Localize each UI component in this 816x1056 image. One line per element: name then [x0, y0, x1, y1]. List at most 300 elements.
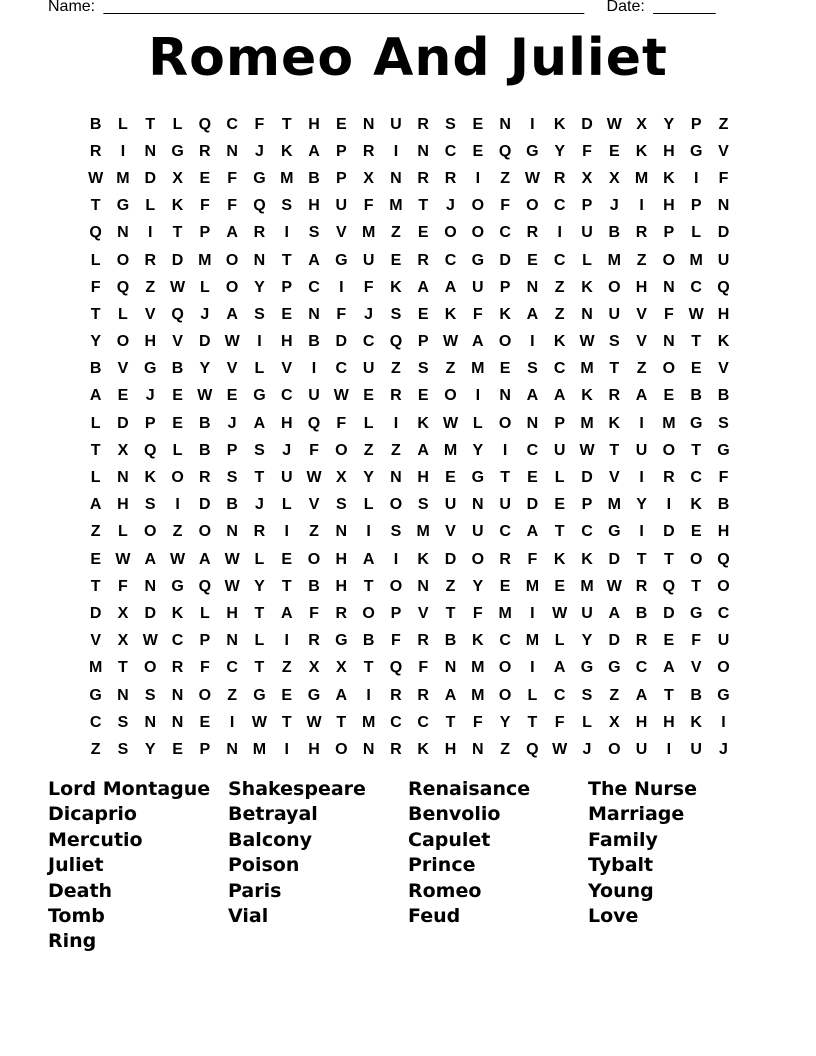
grid-letter: O	[389, 496, 403, 514]
grid-letter: O	[444, 224, 457, 242]
grid-letter: T	[281, 251, 292, 269]
grid-letter: K	[553, 115, 566, 133]
grid-letter: V	[226, 360, 238, 378]
grid-letter: D	[499, 251, 511, 269]
grid-letter: P	[390, 604, 402, 622]
grid-letter: R	[417, 115, 429, 133]
grid-letter: Z	[172, 523, 183, 541]
grid-letter: G	[580, 659, 594, 677]
grid-letter: G	[608, 659, 621, 677]
grid-letter: T	[281, 713, 292, 731]
grid-letter: N	[499, 115, 511, 133]
grid-letter: T	[663, 686, 674, 704]
grid-letter: T	[663, 550, 674, 568]
grid-letter: Z	[500, 169, 510, 187]
grid-letter: G	[689, 414, 703, 432]
grid-letter: R	[417, 686, 429, 704]
grid-letter: L	[472, 414, 483, 432]
grid-row	[82, 709, 742, 736]
grid-letter: B	[690, 686, 702, 704]
grid-letter: D	[717, 224, 730, 242]
grid-row	[82, 410, 742, 437]
grid-letter: M	[525, 632, 540, 650]
grid-letter: O	[144, 523, 157, 541]
grid-letter: L	[254, 360, 265, 378]
grid-letter: V	[636, 333, 647, 351]
grid-letter: Z	[309, 523, 319, 541]
name-blank[interactable]: ______________________________________________________	[103, 0, 585, 15]
grid-letter: U	[608, 305, 621, 323]
grid-letter: C	[581, 523, 593, 541]
grid-letter: R	[444, 169, 457, 187]
grid-letter: W	[606, 115, 622, 133]
grid-letter: M	[580, 360, 594, 378]
grid-letter: G	[89, 686, 102, 704]
grid-letter: O	[307, 550, 321, 568]
grid-letter: N	[144, 577, 157, 595]
grid-letter: L	[363, 496, 374, 514]
grid-letter: T	[281, 577, 292, 595]
word-list-item: Poison	[228, 854, 300, 877]
grid-letter: O	[198, 686, 212, 704]
grid-letter: S	[226, 469, 238, 487]
grid-letter: Q	[717, 550, 730, 568]
grid-letter: Z	[281, 659, 292, 677]
grid-letter: P	[335, 169, 347, 187]
grid-letter: H	[663, 197, 675, 215]
grid-letter: F	[336, 414, 347, 432]
grid-letter: F	[363, 197, 374, 215]
grid-letter: Q	[717, 278, 730, 296]
grid-letter: Z	[391, 360, 401, 378]
grid-letter: W	[169, 278, 186, 296]
grid-letter: Y	[254, 278, 265, 296]
grid-letter: Y	[363, 469, 374, 487]
grid-letter: F	[691, 632, 702, 650]
grid-letter: L	[90, 469, 101, 487]
grid-letter: A	[226, 305, 238, 323]
grid-letter: K	[444, 305, 457, 323]
grid-letter: H	[280, 414, 293, 432]
grid-letter: E	[172, 414, 183, 432]
grid-letter: O	[362, 604, 375, 622]
grid-letter: X	[581, 169, 593, 187]
grid-letter: P	[690, 115, 702, 133]
grid-letter: L	[527, 686, 538, 704]
grid-letter: T	[691, 577, 702, 595]
grid-letter: E	[690, 360, 702, 378]
word-list-item: Dicaprio	[48, 803, 137, 826]
grid-letter: U	[690, 740, 702, 758]
grid-letter: J	[446, 197, 455, 215]
grid-letter: M	[689, 251, 703, 269]
grid-letter: O	[662, 360, 676, 378]
grid-letter: U	[581, 604, 593, 622]
grid-letter: M	[361, 224, 376, 242]
grid-letter: I	[175, 496, 180, 514]
grid-letter: Y	[499, 713, 511, 731]
grid-letter: R	[635, 577, 648, 595]
grid-letter: D	[117, 414, 129, 432]
grid-row	[82, 600, 742, 627]
grid-letter: I	[530, 604, 535, 622]
grid-letter: X	[335, 659, 347, 677]
grid-letter: Y	[144, 740, 156, 758]
grid-letter: S	[390, 523, 402, 541]
grid-letter: C	[553, 686, 566, 704]
grid-letter: J	[609, 197, 619, 215]
grid-letter: F	[718, 169, 729, 187]
grid-letter: B	[608, 224, 621, 242]
grid-letter: N	[390, 169, 402, 187]
grid-letter: U	[717, 251, 730, 269]
grid-letter: B	[171, 360, 184, 378]
grid-letter: O	[144, 659, 157, 677]
grid-letter: T	[609, 441, 620, 459]
grid-letter: V	[718, 360, 729, 378]
grid-letter: Z	[718, 115, 729, 133]
grid-letter: W	[552, 740, 568, 758]
grid-letter: O	[471, 550, 485, 568]
grid-letter: C	[499, 224, 511, 242]
grid-letter: V	[172, 333, 183, 351]
word-list-item: Vial	[228, 904, 269, 927]
grid-letter: H	[308, 740, 320, 758]
grid-letter: O	[662, 251, 676, 269]
grid-letter: K	[690, 713, 702, 731]
grid-letter: X	[308, 659, 320, 677]
word-search-grid	[82, 111, 742, 764]
grid-letter: U	[635, 740, 648, 758]
grid-letter: Q	[89, 224, 102, 242]
grid-letter: E	[199, 713, 211, 731]
grid-letter: T	[554, 523, 565, 541]
grid-letter: L	[554, 469, 565, 487]
grid-letter: P	[499, 278, 511, 296]
grid-row	[82, 165, 742, 192]
grid-letter: I	[639, 414, 644, 432]
grid-letter: R	[390, 686, 402, 704]
grid-letter: N	[117, 224, 129, 242]
grid-letter: M	[471, 360, 485, 378]
grid-letter: H	[335, 577, 348, 595]
grid-letter: M	[443, 441, 458, 459]
grid-letter: K	[417, 550, 429, 568]
grid-letter: V	[690, 659, 702, 677]
grid-letter: B	[308, 169, 320, 187]
grid-letter: A	[608, 604, 621, 622]
grid-letter: A	[308, 251, 320, 269]
grid-letter: L	[582, 713, 592, 731]
grid-letter: R	[526, 224, 539, 242]
grid-letter: E	[608, 142, 620, 160]
grid-letter: T	[363, 577, 374, 595]
grid-letter: X	[608, 169, 620, 187]
grid-letter: N	[144, 142, 157, 160]
grid-letter: T	[90, 305, 101, 323]
grid-letter: N	[717, 197, 730, 215]
grid-letter: S	[417, 360, 429, 378]
grid-letter: Q	[389, 333, 403, 351]
grid-letter: C	[335, 360, 348, 378]
grid-letter: X	[117, 632, 129, 650]
grid-letter: I	[693, 169, 699, 187]
grid-letter: F	[199, 197, 210, 215]
grid-letter: G	[471, 469, 485, 487]
word-list-item: Juliet	[48, 854, 104, 877]
grid-letter: O	[662, 441, 676, 459]
grid-letter: N	[663, 333, 675, 351]
grid-letter: I	[229, 713, 235, 731]
grid-letter: D	[199, 333, 211, 351]
grid-letter: M	[607, 496, 621, 514]
grid-letter: P	[199, 740, 211, 758]
grid-letter: I	[666, 496, 672, 514]
grid-letter: V	[144, 305, 156, 323]
grid-letter: C	[89, 713, 102, 731]
grid-letter: E	[690, 523, 702, 541]
grid-letter: P	[144, 414, 156, 432]
grid-letter: U	[581, 224, 593, 242]
grid-letter: K	[608, 414, 621, 432]
grid-letter: X	[363, 169, 374, 187]
grid-letter: W	[169, 550, 186, 568]
grid-letter: N	[117, 469, 129, 487]
grid-letter: M	[88, 659, 103, 677]
grid-letter: F	[336, 305, 347, 323]
grid-letter: V	[90, 632, 101, 650]
grid-letter: W	[606, 577, 622, 595]
word-list-item: Love	[588, 904, 639, 927]
grid-letter: N	[335, 523, 348, 541]
grid-letter: T	[445, 713, 456, 731]
grid-letter: A	[444, 686, 457, 704]
grid-letter: N	[171, 686, 184, 704]
grid-letter: W	[224, 577, 240, 595]
grid-letter: H	[144, 333, 157, 351]
word-list-item: Mercutio	[48, 828, 143, 851]
grid-letter: S	[608, 333, 620, 351]
grid-letter: W	[197, 387, 213, 405]
grid-letter: V	[308, 496, 320, 514]
grid-letter: A	[144, 550, 157, 568]
grid-letter: Q	[389, 659, 403, 677]
grid-letter: S	[445, 115, 456, 133]
grid-letter: M	[416, 523, 430, 541]
grid-letter: J	[719, 740, 728, 758]
grid-row	[82, 655, 742, 682]
grid-letter: W	[115, 550, 131, 568]
grid-letter: D	[663, 604, 675, 622]
word-list-item: Prince	[408, 854, 476, 877]
grid-letter: V	[445, 523, 456, 541]
grid-letter: R	[553, 169, 566, 187]
grid-letter: K	[390, 278, 402, 296]
grid-letter: F	[663, 305, 674, 323]
grid-letter: M	[389, 197, 403, 215]
grid-letter: K	[635, 142, 648, 160]
grid-letter: Z	[445, 360, 456, 378]
grid-letter: Y	[90, 333, 101, 351]
grid-letter: K	[499, 305, 511, 323]
grid-letter: O	[498, 659, 512, 677]
grid-letter: T	[636, 550, 647, 568]
grid-letter: V	[117, 360, 129, 378]
grid-letter: W	[579, 441, 595, 459]
grid-letter: D	[144, 604, 157, 622]
grid-letter: N	[472, 496, 484, 514]
grid-letter: R	[499, 550, 511, 568]
grid-letter: F	[718, 469, 729, 487]
grid-letter: W	[688, 305, 704, 323]
grid-letter: H	[335, 550, 348, 568]
grid-letter: F	[199, 659, 210, 677]
grid-letter: Q	[116, 278, 130, 296]
grid-letter: F	[309, 604, 319, 622]
grid-letter: R	[417, 632, 429, 650]
grid-letter: Z	[363, 441, 374, 459]
date-blank[interactable]: _______	[653, 0, 716, 15]
grid-letter: X	[335, 469, 347, 487]
grid-letter: D	[171, 251, 184, 269]
grid-letter: L	[118, 523, 128, 541]
grid-letter: Y	[554, 142, 566, 160]
grid-letter: I	[557, 224, 562, 242]
word-list-item: Capulet	[408, 828, 491, 851]
grid-letter: R	[335, 604, 348, 622]
grid-letter: T	[90, 577, 101, 595]
grid-letter: O	[471, 197, 485, 215]
grid-letter: N	[499, 387, 511, 405]
grid-letter: N	[171, 713, 184, 731]
grid-letter: F	[227, 197, 238, 215]
grid-letter: G	[253, 169, 266, 187]
grid-letter: C	[717, 604, 730, 622]
grid-letter: S	[335, 496, 347, 514]
grid-letter: O	[717, 577, 730, 595]
grid-letter: I	[530, 659, 535, 677]
grid-letter: C	[417, 713, 429, 731]
grid-row	[82, 193, 742, 220]
grid-letter: B	[226, 496, 238, 514]
grid-letter: L	[254, 550, 265, 568]
grid-letter: I	[721, 713, 726, 731]
grid-letter: K	[581, 387, 593, 405]
grid-row	[82, 220, 742, 247]
grid-letter: N	[144, 713, 157, 731]
grid-row	[82, 138, 742, 165]
grid-letter: U	[308, 387, 320, 405]
grid-letter: R	[635, 632, 648, 650]
grid-letter: U	[553, 441, 566, 459]
grid-letter: O	[717, 659, 730, 677]
grid-letter: N	[226, 523, 238, 541]
grid-letter: C	[499, 632, 511, 650]
grid-letter: T	[254, 604, 265, 622]
grid-letter: N	[362, 115, 375, 133]
grid-letter: S	[417, 496, 429, 514]
grid-letter: C	[690, 469, 702, 487]
grid-letter: G	[689, 142, 703, 160]
grid-letter: A	[526, 305, 539, 323]
grid-letter: I	[284, 523, 289, 541]
grid-letter: Q	[198, 115, 212, 133]
grid-letter: O	[198, 523, 212, 541]
grid-letter: B	[89, 115, 102, 133]
grid-letter: W	[442, 414, 459, 432]
grid-letter: K	[553, 333, 566, 351]
grid-letter: G	[253, 686, 266, 704]
grid-letter: S	[254, 305, 265, 323]
grid-letter: U	[444, 496, 457, 514]
grid-letter: L	[145, 197, 156, 215]
word-list-item: Balcony	[228, 828, 313, 851]
word-list-item: Benvolio	[408, 803, 501, 826]
grid-letter: G	[144, 360, 157, 378]
grid-letter: I	[284, 740, 289, 758]
grid-letter: Y	[254, 577, 265, 595]
grid-letter: U	[472, 278, 484, 296]
grid-letter: B	[717, 387, 730, 405]
grid-letter: W	[306, 713, 322, 731]
grid-letter: L	[199, 604, 210, 622]
grid-letter: D	[199, 496, 211, 514]
grid-letter: E	[445, 469, 456, 487]
grid-letter: N	[226, 632, 238, 650]
grid-letter: M	[525, 577, 540, 595]
grid-letter: R	[253, 224, 266, 242]
grid-letter: H	[635, 713, 648, 731]
grid-letter: G	[253, 387, 266, 405]
grid-letter: E	[172, 740, 183, 758]
grid-letter: Q	[253, 197, 266, 215]
grid-letter: L	[254, 632, 265, 650]
word-list-item: Ring	[48, 930, 97, 953]
grid-letter: D	[89, 604, 102, 622]
grid-letter: G	[171, 577, 184, 595]
grid-letter: T	[118, 659, 128, 677]
grid-letter: T	[90, 441, 101, 459]
grid-letter: P	[554, 414, 566, 432]
grid-letter: V	[417, 604, 429, 622]
grid-letter: O	[526, 197, 539, 215]
grid-letter: K	[581, 278, 593, 296]
grid-letter: F	[254, 115, 265, 133]
grid-letter: D	[144, 169, 157, 187]
grid-letter: L	[172, 115, 183, 133]
grid-letter: I	[366, 523, 371, 541]
grid-letter: N	[417, 577, 429, 595]
grid-letter: B	[444, 632, 457, 650]
grid-letter: T	[500, 469, 510, 487]
grid-letter: T	[445, 604, 456, 622]
grid-row	[82, 274, 742, 301]
grid-letter: O	[498, 414, 512, 432]
grid-letter: K	[717, 333, 730, 351]
grid-letter: G	[717, 686, 730, 704]
grid-letter: W	[524, 169, 540, 187]
grid-letter: B	[199, 414, 211, 432]
grid-letter: E	[90, 550, 101, 568]
grid-letter: R	[417, 251, 429, 269]
grid-letter: N	[526, 414, 539, 432]
word-list-item: Betrayal	[228, 803, 318, 826]
grid-letter: W	[142, 632, 158, 650]
grid-letter: H	[308, 197, 320, 215]
grid-letter: R	[608, 387, 621, 405]
grid-letter: A	[526, 387, 539, 405]
grid-letter: R	[171, 659, 184, 677]
